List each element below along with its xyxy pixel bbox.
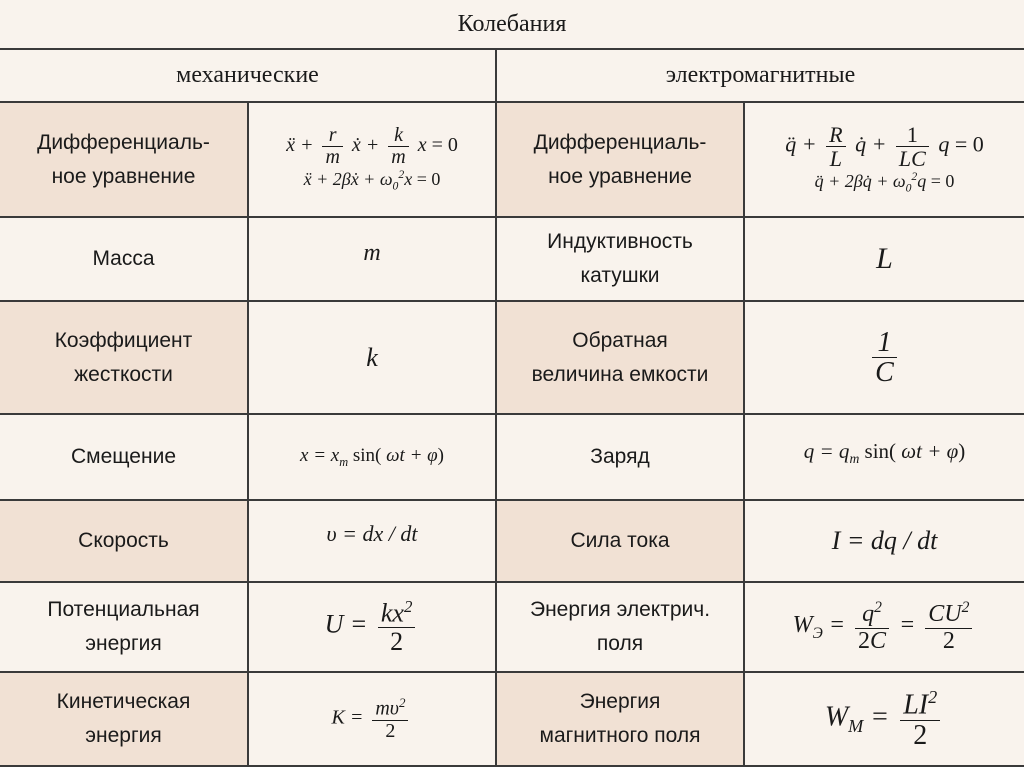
formula-inductance: L: [744, 217, 1024, 301]
formula-mass: m: [248, 217, 496, 301]
formula-diff-eq-em: q̈ + $\frac{R}{L}$ q̇ + $\frac{1}{LC}$ q = 0 q̈ + 2βq̇ + $\omega_0^2q = 0$: [744, 102, 1024, 217]
header-mechanical: механические: [0, 49, 496, 102]
formula-stiffness: k: [248, 301, 496, 414]
formula-charge: $q = q_m$ sin( ωt + φ): [744, 414, 1024, 500]
formula-displacement: $x = x_m$ sin( ωt + φ): [248, 414, 496, 500]
label-diff-eq-mech: Дифференциаль- ное уравнение: [0, 102, 248, 217]
label-diff-eq-em: Дифференциаль- ное уравнение: [496, 102, 744, 217]
table-title: Колебания: [0, 0, 1024, 49]
label-inductance: Индуктивность катушки: [496, 217, 744, 301]
label-stiffness: Коэффициент жесткости: [0, 301, 248, 414]
label-mass: Масса: [0, 217, 248, 301]
label-potential-energy: Потенциальная энергия: [0, 582, 248, 672]
label-current: Сила тока: [496, 500, 744, 582]
label-charge: Заряд: [496, 414, 744, 500]
formula-magnetic-field-energy: $W_M$ = $\frac{LI^2}{2}$: [744, 672, 1024, 766]
header-electromagnetic: электромагнитные: [496, 49, 1024, 102]
label-kinetic-energy: Кинетическая энергия: [0, 672, 248, 766]
formula-current: I = dq / dt: [744, 500, 1024, 582]
formula-kinetic-energy: K = $\frac{m\upsilon^2}{2}$: [248, 672, 496, 766]
label-velocity: Скорость: [0, 500, 248, 582]
label-magnetic-field-energy: Энергия магнитного поля: [496, 672, 744, 766]
formula-inverse-capacitance: $\frac{1}{C}$: [744, 301, 1024, 414]
label-electric-field-energy: Энергия электрич. поля: [496, 582, 744, 672]
formula-diff-eq-mech: ẍ + $\frac{r}{m}$ ẋ + $\frac{k}{m}$ x = 0 ẍ + 2βẋ + $\omega_0^2x = 0$: [248, 102, 496, 217]
formula-potential-energy: U = $\frac{kx^2}{2}$: [248, 582, 496, 672]
label-inverse-capacitance: Обратная величина емкости: [496, 301, 744, 414]
label-displacement: Смещение: [0, 414, 248, 500]
formula-velocity: υ = dx / dt: [248, 500, 496, 582]
formula-electric-field-energy: $W_Э$ = $\frac{q^2}{2C}$ = $\frac{CU^2}{2}$: [744, 582, 1024, 672]
